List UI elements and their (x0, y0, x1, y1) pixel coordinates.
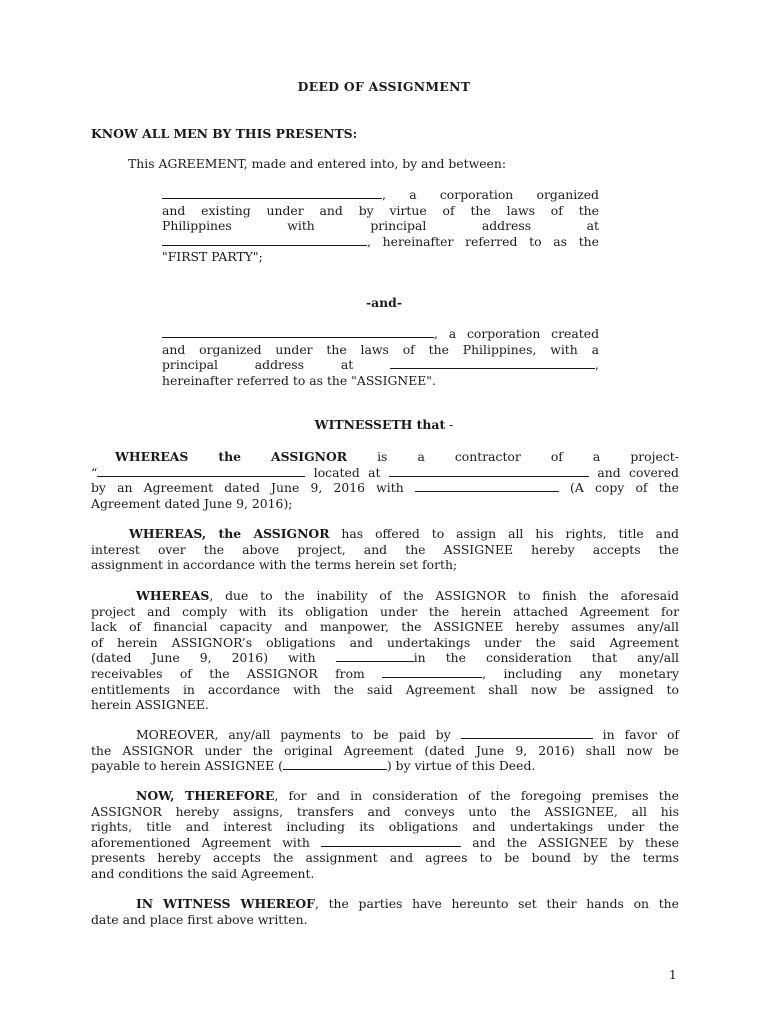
p5-line-3: rights, title and interest including its obligations and undertakings under the (91, 819, 679, 835)
whereas-paragraph-3 (91, 588, 679, 713)
p1-line-2: “ located at and covered (91, 464, 679, 480)
p3-line-7: entitlements in accordance with the said Agreement shall now be assigned to (91, 681, 679, 697)
blank-field (390, 357, 595, 369)
p6-line-1: IN WITNESS WHEREOF, the parties have hereunto set their hands on the (136, 896, 679, 911)
in-witness-paragraph (91, 896, 679, 927)
page-number: 1 (669, 968, 677, 982)
witnesseth-heading: WITNESSETH that - (314, 417, 454, 432)
first-party-block (162, 187, 599, 265)
know-all-heading: KNOW ALL MEN BY THIS PRESENTS: (91, 126, 358, 141)
p5-line-2: ASSIGNOR hereby assigns, transfers and conveys unto the ASSIGNEE, all his (91, 803, 679, 819)
blank-field (162, 187, 382, 199)
first-party-line-2: and existing under and by virtue of the laws of the (162, 202, 599, 218)
blank-field (162, 326, 434, 338)
blank-field (283, 758, 387, 770)
p4-line-1: MOREOVER, any/all payments to be paid by in favor of (136, 727, 679, 742)
blank-field (321, 835, 461, 847)
assignee-block (162, 326, 599, 388)
moreover-paragraph (91, 727, 679, 774)
assignee-line-3: principal address at , (162, 357, 599, 373)
p1-line-4: Agreement dated June 9, 2016); (91, 495, 293, 511)
p4-line-2: the ASSIGNOR under the original Agreement (dated June 9, 2016) shall now be (91, 742, 679, 758)
p3-line-2: project and comply with its obligation under the herein attached Agreement for (91, 603, 679, 619)
blank-field (336, 650, 414, 662)
blank-field (382, 666, 482, 678)
now-therefore-paragraph (91, 788, 679, 882)
assignee-line-2: and organized under the laws of the Philippines, with a (162, 341, 599, 357)
p3-line-6: receivables of the ASSIGNOR from , including any monetary (91, 665, 679, 681)
p5-line-4: aforementioned Agreement with and the ASSIGNEE by these (91, 834, 679, 850)
first-party-line-1: , a corporation organized (162, 187, 599, 203)
whereas-paragraph-1 (91, 449, 679, 511)
blank-field (415, 480, 559, 492)
p5-line-5: presents hereby accepts the assignment and agrees to be bound by the terms (91, 850, 679, 866)
p2-line-1: WHEREAS, the ASSIGNOR has offered to assign all his rights, title and (129, 526, 679, 541)
p2-line-3: assignment in accordance with the terms herein set forth; (91, 557, 458, 573)
document-title: DEED OF ASSIGNMENT (297, 79, 471, 94)
p3-line-5: (dated June 9, 2016) with in the consideration that any/all (91, 650, 680, 666)
p2-line-2: interest over the above project, and the ASSIGNEE hereby accepts the (91, 541, 679, 557)
assignee-line-4: hereinafter referred to as the "ASSIGNEE". (162, 372, 436, 388)
p3-line-1: WHEREAS, due to the inability of the ASSIGNOR to finish the aforesaid (136, 588, 679, 603)
assignee-line-1: , a corporation created (162, 326, 599, 342)
first-party-line-5: "FIRST PARTY"; (162, 249, 263, 265)
first-party-line-3: Philippines with principal address at (162, 218, 599, 234)
p6-line-2: date and place first above written. (91, 911, 308, 927)
p1-line-3: by an Agreement dated June 9, 2016 with (A copy of the (91, 480, 679, 496)
blank-field (461, 727, 593, 739)
whereas-paragraph-2 (91, 526, 679, 573)
p4-line-3: payable to herein ASSIGNEE ( ) by virtue of this Deed. (91, 758, 536, 774)
first-party-line-4: , hereinafter referred to as the (162, 234, 599, 250)
blank-field (162, 234, 367, 246)
p3-line-3: lack of financial capacity and manpower, the ASSIGNEE hereby assumes any/all (91, 619, 679, 635)
blank-field (389, 465, 589, 477)
p3-line-4: of herein ASSIGNOR’s obligations and undertakings under the said Agreement (91, 634, 679, 650)
p1-line-1: WHEREAS the ASSIGNOR is a contractor of a project- (115, 449, 679, 464)
intro-line: This AGREEMENT, made and entered into, by and between: (128, 156, 507, 171)
p5-line-1: NOW, THEREFORE, for and in consideration of the foregoing premises the (136, 788, 679, 803)
p3-line-8: herein ASSIGNEE. (91, 697, 209, 713)
and-separator: -and- (366, 295, 402, 310)
blank-field (97, 465, 305, 477)
p5-line-6: and conditions the said Agreement. (91, 865, 315, 881)
